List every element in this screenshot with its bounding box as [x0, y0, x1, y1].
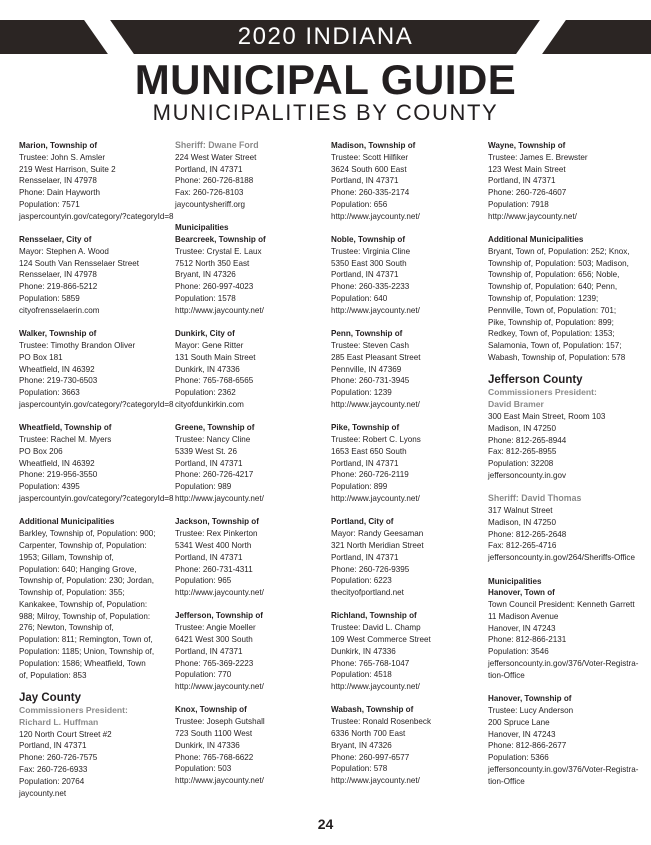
- entry-line: Rensselaer, IN 47978: [19, 270, 97, 280]
- entry-line: Trustee: Nancy Cline: [175, 435, 251, 445]
- entry-line: Portland, IN 47371: [331, 176, 399, 186]
- entry-line: 123 West Main Street: [488, 164, 566, 174]
- entry-link[interactable]: cityofrensselaerin.com: [19, 305, 100, 315]
- entry-line: Dunkirk, IN 47336: [175, 364, 240, 374]
- entry-line: Population: 6223: [331, 576, 392, 586]
- entry-line: Population: 2362: [175, 388, 236, 398]
- entry-line: Wheatfield, IN 46392: [19, 364, 95, 374]
- entry-line: Portland, IN 47371: [331, 552, 399, 562]
- entry-line: Trustee: Scott Hilfiker: [331, 152, 409, 162]
- entry-line: Bryant, IN 47326: [175, 270, 236, 280]
- entry-line: Population: 770: [175, 670, 232, 680]
- entry-line: 200 Spruce Lane: [488, 717, 550, 727]
- entry-line: 3624 South 600 East: [331, 164, 407, 174]
- entry-heading: Noble, Township of: [331, 235, 406, 245]
- entry-line: Portland, IN 47371: [175, 458, 243, 468]
- entry-link[interactable]: http://www.jaycounty.net/: [175, 494, 264, 504]
- entry-line: Phone: 260-997-6577: [331, 752, 410, 762]
- page-title: MUNICIPAL GUIDE: [134, 56, 517, 103]
- entry-link[interactable]: http://www.jaycounty.net/: [331, 211, 420, 221]
- entry-line: Mayor: Stephen A. Wood: [19, 246, 109, 256]
- entry-line: 5350 East 300 South: [331, 258, 407, 268]
- entry-line: Trustee: John S. Amsler: [19, 152, 106, 162]
- entry-heading: Wheatfield, Township of: [19, 423, 112, 433]
- entry-line: Population: 7918: [488, 199, 549, 209]
- entry-line: Mayor: Randy Geesaman: [331, 529, 424, 539]
- sheriff-heading: Sheriff: David Thomas: [488, 493, 582, 504]
- entry-heading: Rensselaer, City of: [19, 235, 92, 245]
- entry-heading: Wayne, Township of: [488, 141, 566, 150]
- entry-line: Phone: 219-866-5212: [19, 282, 98, 292]
- entry-link[interactable]: http://www.jaycounty.net/: [331, 494, 420, 504]
- entry-line: Phone: 765-768-6622: [175, 752, 254, 762]
- entry-line: Fax: 812-265-4716: [488, 541, 557, 551]
- entry-line: Trustee: Ronald Rosenbeck: [331, 717, 432, 727]
- entry-line: 723 South 1100 West: [175, 729, 253, 739]
- banner-title: 2020 INDIANA: [237, 23, 414, 50]
- entry-line: Portland, IN 47371: [331, 458, 399, 468]
- entry-link[interactable]: jaspercountyin.gov/category/?categoryId=8: [19, 211, 174, 221]
- entry-heading: Marion, Township of: [19, 141, 98, 150]
- column-4: [488, 140, 638, 799]
- entry-heading: Madison, Township of: [331, 141, 416, 150]
- municipality-entry: [331, 610, 481, 693]
- entry-line: Population: 5859: [19, 294, 80, 304]
- entry-line: Dunkirk, IN 47336: [331, 646, 396, 656]
- entry-link[interactable]: jaycountysheriff.org: [175, 199, 246, 209]
- county-block: [19, 691, 169, 799]
- county-block: [488, 373, 638, 481]
- entry-line: Portland, IN 47371: [331, 270, 399, 280]
- entry-link[interactable]: http://www.jaycounty.net/: [175, 305, 264, 315]
- commissioner-title: Commissioners President:: [488, 387, 597, 398]
- entry-line: Fax: 260-726-8103: [175, 188, 244, 198]
- entry-line: 7512 North 350 East: [175, 258, 250, 268]
- entry-line: 5339 West St. 26: [175, 446, 237, 456]
- entry-line: Population: 965: [175, 576, 232, 586]
- entry-link[interactable]: http://www.jaycounty.net/: [175, 588, 264, 598]
- entry-line: PO Box 206: [19, 446, 63, 456]
- entry-line: Phone: 812-265-8944: [488, 435, 567, 445]
- entry-heading: Hanover, Town of: [488, 588, 555, 598]
- entry-line: Phone: 260-726-9395: [331, 564, 410, 574]
- entry-link[interactable]: jaycounty.net: [19, 788, 67, 798]
- entry-line: Phone: 260-997-4023: [175, 282, 254, 292]
- entry-line: Portland, IN 47371: [19, 741, 87, 751]
- entry-link[interactable]: jeffersoncounty.in.gov/376/Voter-Registra-: [488, 764, 639, 774]
- entry-line: Fax: 260-726-6933: [19, 764, 88, 774]
- municipality-entry: [175, 704, 325, 787]
- entry-line: Phone: 812-265-2648: [488, 529, 567, 539]
- entry-line: Fax: 812-265-8955: [488, 447, 557, 457]
- municipality-entry: [331, 328, 481, 411]
- entry-heading: Bearcreek, Township of: [175, 235, 266, 245]
- municipality-entry: [331, 516, 481, 599]
- column-2: [175, 140, 325, 799]
- municipality-entry: [175, 222, 325, 316]
- entry-line: 131 South Main Street: [175, 352, 256, 362]
- entry-line: Population: 899: [331, 482, 388, 492]
- entry-line: Phone: 765-768-1047: [331, 658, 410, 668]
- entry-line: Trustee: Lucy Anderson: [488, 705, 574, 715]
- entry-link[interactable]: http://www.jaycounty.net/: [331, 776, 420, 786]
- entry-line: Dunkirk, IN 47336: [175, 740, 240, 750]
- entry-line: Trustee: Joseph Gutshall: [175, 717, 265, 727]
- entry-heading: Greene, Township of: [175, 423, 255, 433]
- municipality-entry: [175, 610, 325, 693]
- entry-link[interactable]: jaspercountyin.gov/category/?categoryId=8: [19, 399, 174, 409]
- entry-heading: Penn, Township of: [331, 329, 403, 339]
- entry-link[interactable]: http://www.jaycounty.net/: [175, 776, 264, 786]
- commissioner-title: Commissioners President:: [19, 704, 128, 715]
- entry-heading: Dunkirk, City of: [175, 329, 235, 339]
- entry-line: Phone: 260-726-7575: [19, 753, 98, 763]
- entry-line: Phone: 260-335-2233: [331, 282, 410, 292]
- entry-line: 321 North Meridian Street: [331, 540, 424, 550]
- entry-line: Trustee: Crystal E. Laux: [175, 246, 262, 256]
- entry-line: Phone: 812-866-2131: [488, 635, 567, 645]
- column-1: [19, 140, 174, 811]
- entry-link[interactable]: http://www.jaycounty.net/: [175, 682, 264, 692]
- entry-link[interactable]: jaspercountyin.gov/category/?categoryId=8: [19, 494, 174, 504]
- entry-heading: Hanover, Township of: [488, 694, 572, 704]
- entry-line: 300 East Main Street, Room 103: [488, 411, 606, 421]
- entry-line: 219 West Harrison, Suite 2: [19, 164, 116, 174]
- entry-line: Phone: 812-866-2677: [488, 741, 567, 751]
- entry-line: 224 West Water Street: [175, 152, 257, 162]
- municipality-entry: [488, 576, 638, 682]
- entry-line: Phone: 765-768-6565: [175, 376, 254, 386]
- entry-line: PO Box 181: [19, 352, 63, 362]
- commissioner-name: David Bramer: [488, 399, 544, 410]
- entry-heading: Richland, Township of: [331, 611, 417, 621]
- section-heading: Municipalities: [488, 576, 542, 586]
- municipality-entry: [488, 693, 638, 787]
- entry-line: Population: 1578: [175, 294, 236, 304]
- entry-line: Madison, IN 47250: [488, 423, 556, 433]
- entry-line: Hanover, IN 47243: [488, 623, 556, 633]
- sheriff-entry: [488, 493, 638, 564]
- entry-line: Phone: 219-730-6503: [19, 376, 98, 386]
- entry-line: Phone: 260-726-4217: [175, 470, 254, 480]
- entry-heading: Jefferson, Township of: [175, 611, 263, 621]
- entry-link[interactable]: jeffersoncounty.in.gov/376/Voter-Registra-: [488, 659, 639, 669]
- entry-line: 5341 West 400 North: [175, 540, 252, 550]
- page-number: 24: [317, 816, 334, 832]
- entry-line: Trustee: Steven Cash: [331, 340, 409, 350]
- municipality-entry: [19, 234, 169, 317]
- municipality-entry: [19, 422, 174, 505]
- additional-list: Barkley, Township of, Population: 900; Carpenter, Township of, Population: 1953; Gillam, Township of, Population: 640; Hanging Grove, Township of, Population: 230; Jordan, Township of, Population: 355; Kankakee, Township of, Population: 988; Milroy, Township of, Population: 276; Newton, Township of, Population: 811; Remington, Town of, Population: 1185; Union, Township of, Population: 1586; Wheatfield, Town of, Population: 853: [19, 529, 156, 680]
- entry-line: Trustee: David L. Champ: [331, 623, 421, 633]
- county-name: Jay County: [19, 691, 81, 704]
- entry-line: Hanover, IN 47243: [488, 729, 556, 739]
- entry-heading: Knox, Township of: [175, 705, 247, 715]
- entry-line: Population: 32208: [488, 459, 554, 469]
- entry-line: Trustee: Timothy Brandon Oliver: [19, 340, 136, 350]
- entry-heading: Walker, Township of: [19, 329, 97, 339]
- column-3: [331, 140, 481, 799]
- additional-municipalities: [488, 234, 630, 364]
- entry-line: Population: 989: [175, 482, 232, 492]
- entry-line: Portland, IN 47371: [488, 176, 556, 186]
- entry-heading: Portland, City of: [331, 517, 394, 527]
- entry-line: 6421 West 300 South: [175, 634, 253, 644]
- entry-line: Phone: Dain Hayworth: [19, 188, 100, 198]
- entry-line: 1653 East 650 South: [331, 446, 407, 456]
- sheriff-entry: [175, 140, 325, 211]
- entry-heading: Jackson, Township of: [175, 517, 259, 527]
- entry-heading: Additional Municipalities: [19, 517, 115, 527]
- entry-link[interactable]: tion-Office: [488, 670, 525, 680]
- entry-link[interactable]: tion-Office: [488, 776, 525, 786]
- entry-line: 109 West Commerce Street: [331, 634, 431, 644]
- entry-line: 6336 North 700 East: [331, 729, 406, 739]
- entry-line: Bryant, IN 47326: [331, 740, 392, 750]
- entry-line: Phone: 260-731-3945: [331, 376, 410, 386]
- entry-link[interactable]: thecityofportland.net: [331, 588, 404, 598]
- entry-line: Population: 4518: [331, 670, 392, 680]
- municipality-entry: [175, 516, 325, 599]
- entry-line: Phone: 260-726-2119: [331, 470, 409, 480]
- entry-link[interactable]: http://www.jaycounty.net/: [331, 399, 420, 409]
- entry-line: Population: 3546: [488, 647, 549, 657]
- entry-line: Pennville, IN 47369: [331, 364, 402, 374]
- county-name: Jefferson County: [488, 374, 583, 387]
- municipality-entry: [331, 140, 481, 223]
- entry-link[interactable]: jeffersoncounty.in.gov/264/Sheriffs-Office: [488, 553, 635, 563]
- entry-line: 317 Walnut Street: [488, 506, 553, 516]
- page-subtitle: MUNICIPALITIES BY COUNTY: [152, 100, 499, 125]
- municipality-entry: [19, 140, 174, 223]
- municipality-entry: [331, 704, 481, 787]
- additional-list: Bryant, Town of, Population: 252; Knox, Township of, Population: 503; Madison, Township of, Population: 656; Noble, Township of, Population: 640; Penn, Township of, Population: 1239; Pennville, Town of, Population: 701; Pike, Township of, Population: 899; Redkey, Town of, Population: 1353; Salamonia, Town of, Population: 157; Wabash, Township of, Population: 578: [488, 246, 630, 363]
- entry-line: Trustee: Rex Pinkerton: [175, 529, 258, 539]
- entry-line: Portland, IN 47371: [175, 646, 243, 656]
- entry-line: Mayor: Gene Ritter: [175, 340, 244, 350]
- entry-heading: Pike, Township of: [331, 423, 400, 433]
- entry-line: 11 Madison Avenue: [488, 611, 559, 621]
- entry-link[interactable]: http://www.jaycounty.net/: [331, 682, 420, 692]
- entry-line: Population: 1239: [331, 388, 392, 398]
- entry-line: 120 North Court Street #2: [19, 729, 112, 739]
- entry-line: Phone: 260-726-8188: [175, 176, 254, 186]
- municipality-entry: [331, 422, 481, 505]
- entry-line: Town Council President: Kenneth Garrett: [488, 600, 635, 610]
- entry-link[interactable]: http://www.jaycounty.net/: [488, 211, 577, 221]
- entry-line: Population: 20764: [19, 776, 85, 786]
- municipality-entry: [175, 422, 325, 505]
- entry-line: Phone: 260-335-2174: [331, 188, 410, 198]
- entry-line: Trustee: James E. Brewster: [488, 152, 588, 162]
- entry-line: Phone: 765-369-2223: [175, 658, 254, 668]
- entry-line: Trustee: Robert C. Lyons: [331, 435, 421, 445]
- entry-line: Phone: 260-726-4607: [488, 188, 567, 198]
- entry-line: Wheatfield, IN 46392: [19, 458, 95, 468]
- municipality-entry: [175, 328, 325, 411]
- sheriff-heading: Sheriff: Dwane Ford: [175, 140, 259, 150]
- entry-line: Trustee: Rachel M. Myers: [19, 435, 112, 445]
- entry-line: Phone: 219-956-3550: [19, 470, 98, 480]
- entry-line: 285 East Pleasant Street: [331, 352, 421, 362]
- entry-line: Population: 503: [175, 764, 232, 774]
- section-heading: Municipalities: [175, 223, 229, 233]
- entry-line: Population: 7571: [19, 199, 80, 209]
- municipality-entry: [331, 234, 481, 317]
- entry-line: Population: 578: [331, 764, 388, 774]
- entry-line: Trustee: Angie Moeller: [175, 623, 256, 633]
- entry-line: Population: 4395: [19, 482, 80, 492]
- entry-line: Portland, IN 47371: [175, 164, 243, 174]
- entry-heading: Wabash, Township of: [331, 705, 414, 715]
- entry-line: Population: 3663: [19, 388, 80, 398]
- entry-line: Population: 5366: [488, 753, 549, 763]
- entry-line: Population: 640: [331, 294, 388, 304]
- entry-line: Trustee: Virginia Cline: [331, 246, 411, 256]
- entry-line: Portland, IN 47371: [175, 552, 243, 562]
- entry-heading: Additional Municipalities: [488, 235, 584, 245]
- entry-line: 124 South Van Rensselaer Street: [19, 258, 139, 268]
- entry-line: Rensselaer, IN 47978: [19, 176, 97, 186]
- additional-municipalities: [19, 516, 156, 681]
- entry-link[interactable]: jeffersoncounty.in.gov: [488, 470, 566, 480]
- entry-line: Population: 656: [331, 199, 388, 209]
- municipality-entry: [488, 140, 638, 223]
- entry-link[interactable]: http://www.jaycounty.net/: [331, 305, 420, 315]
- entry-line: Madison, IN 47250: [488, 517, 556, 527]
- commissioner-name: Richard L. Huffman: [19, 716, 99, 727]
- entry-link[interactable]: cityofdunkirkin.com: [175, 399, 244, 409]
- entry-line: Phone: 260-731-4311: [175, 564, 253, 574]
- municipality-entry: [19, 328, 174, 411]
